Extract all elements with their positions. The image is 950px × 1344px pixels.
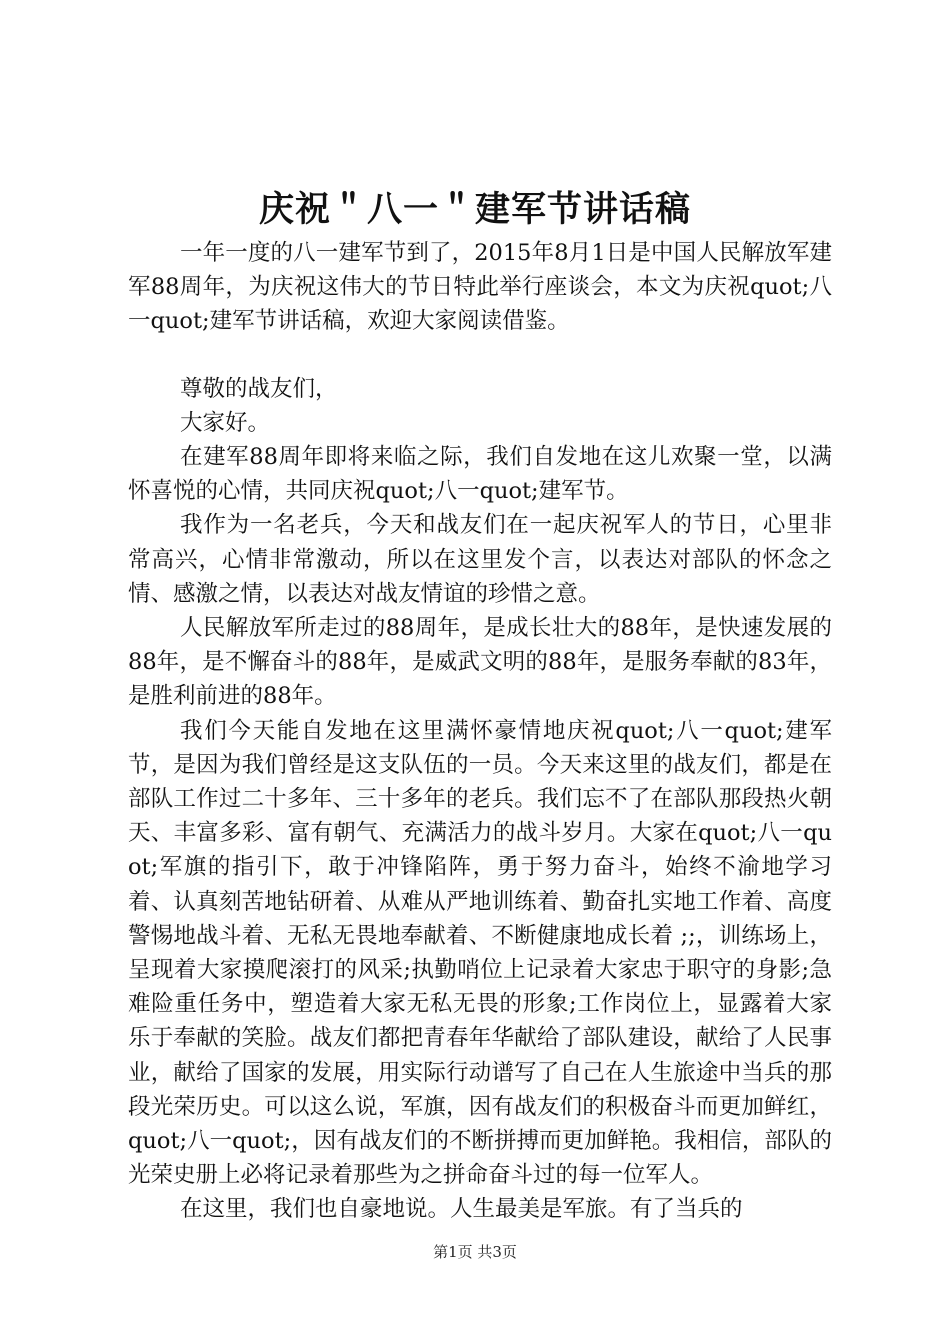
body-paragraph: 我作为一名老兵，今天和战友们在一起庆祝军人的节日，心里非常高兴，心情非常激动，所以在这里发个言，以表达对部队的怀念之情、感激之情，以表达对战友情谊的珍惜之意。 — [128, 512, 832, 607]
document-title: 庆祝＂八一＂建军节讲话稿 — [258, 190, 691, 230]
page-footer: 第1页 共3页 — [433, 1243, 517, 1261]
greeting: 大家好。 — [180, 409, 271, 436]
body-paragraph: 在这里，我们也自豪地说。人生最美是军旅。有了当兵的 — [180, 1196, 743, 1223]
salutation: 尊敬的战友们， — [180, 375, 338, 402]
body-paragraph: 我们今天能自发地在这里满怀豪情地庆祝quot;八一quot;建军节，是因为我们曾经是这支队伍的一员。今天来这里的战友们，都是在部队工作过二十多年、三十多年的老兵。我们忘不了在部队那段热火朝天、丰富多彩、富有朝气、充满活力的战斗岁月。大家在quot;八一quot;军旗的指引下，敢于冲锋陷阵，勇于努力奋斗，始终不渝地学习着、认真刻苦地钻研着、从难从严地训练着、勤奋扎实地工作着、高度警惕地战斗着、无私无畏地奉献着、不断健康地成长着 ;;，训练场上，呈现着大家摸爬滚打的风采;执勤哨位上记录着大家忠于职守的身影;急难险重任务中，塑造着大家无私无畏的形象;工作岗位上，显露着大家乐于奉献的笑脸。战友们都把青春年华献给了部队建设，献给了人民事业，献给了国家的发展，用实际行动谱写了自己在人生旅途中当兵的那段光荣历史。可以这么说，军旗，因有战友们的积极奋斗而更加鲜红，quot;八一quot;，因有战友们的不断拼搏而更加鲜艳。我相信，部队的光荣史册上必将记录着那些为之拼命奋斗过的每一位军人。 — [128, 717, 832, 1189]
paragraph-gap — [128, 339, 832, 372]
document-body — [128, 236, 832, 1227]
body-paragraph: 在建军88周年即将来临之际，我们自发地在这儿欢聚一堂，以满怀喜悦的心情，共同庆祝quot;八一quot;建军节。 — [128, 444, 832, 505]
intro-paragraph: 一年一度的八一建军节到了，2015年8月1日是中国人民解放军建军88周年，为庆祝这伟大的节日特此举行座谈会，本文为庆祝quot;八一quot;建军节讲话稿，欢迎大家阅读借鉴。 — [128, 240, 832, 335]
body-paragraph: 人民解放军所走过的88周年，是成长壮大的88年，是快速发展的88年，是不懈奋斗的88年，是威武文明的88年，是服务奉献的83年，是胜利前进的88年。 — [128, 615, 832, 710]
